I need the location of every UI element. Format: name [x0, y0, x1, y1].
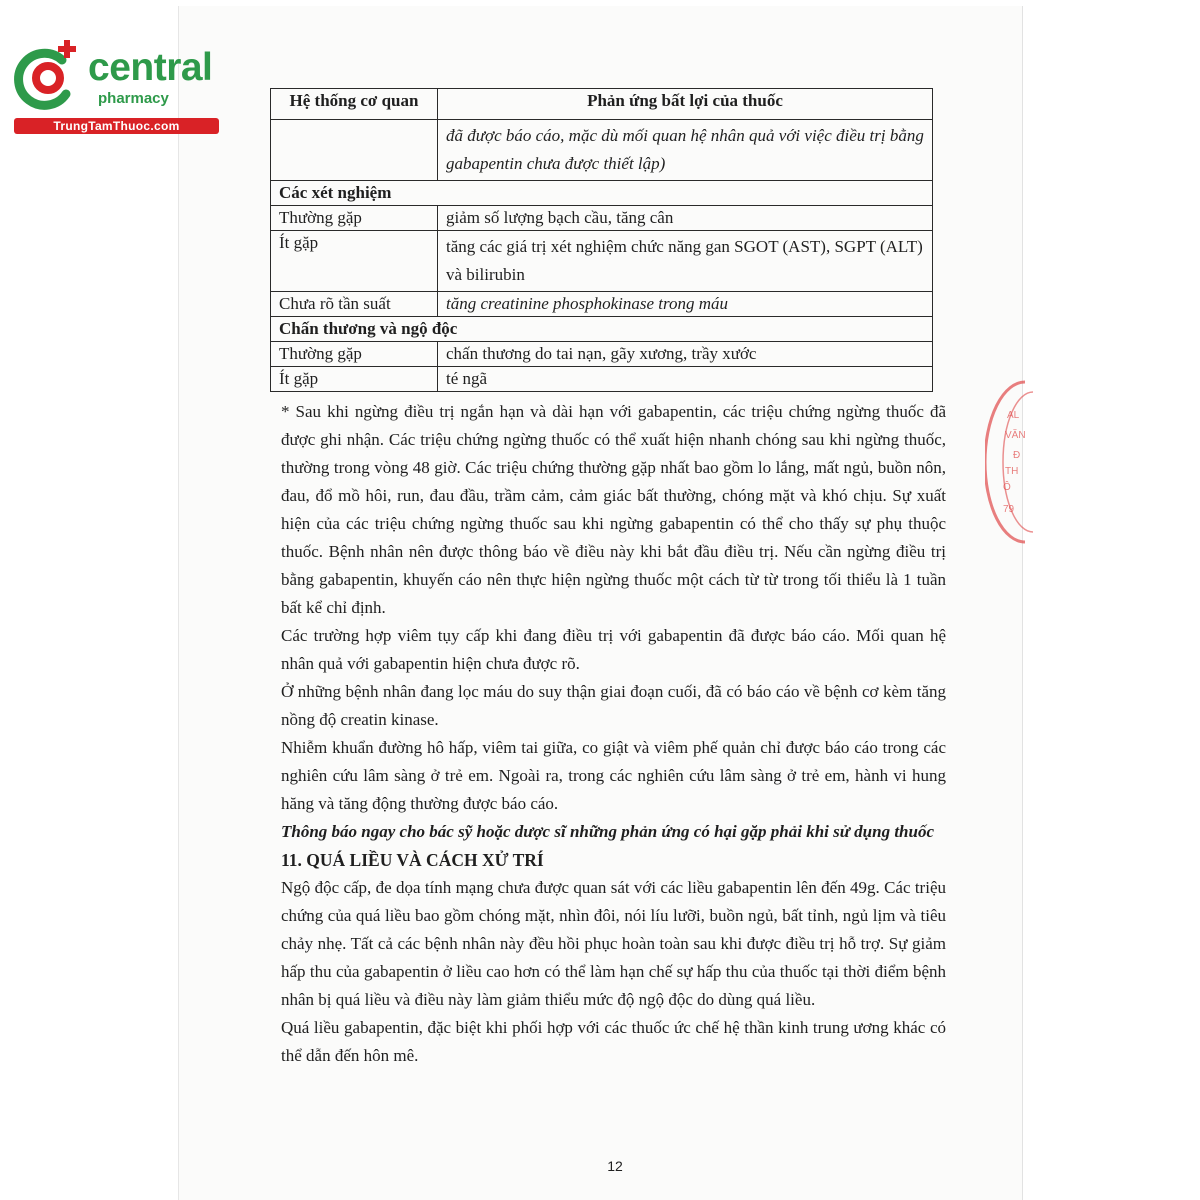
- paragraph-dialysis: Ở những bệnh nhân đang lọc máu do suy thận giai đoạn cuối, đã có báo cáo về bệnh cơ kèm tăng nồng độ creatin kinase.: [281, 682, 946, 729]
- page-number: 12: [607, 1158, 623, 1174]
- svg-text:Ô: Ô: [1003, 482, 1011, 493]
- paragraph-pancreatitis: Các trường hợp viêm tụy cấp khi đang điều trị với gabapentin đã được báo cáo. Mối quan hệ nhân quả với gabapentin hiện chưa được rõ.: [281, 626, 946, 673]
- paragraph-coma: Quá liều gabapentin, đặc biệt khi phối hợp với các thuốc ức chế hệ thần kinh trung ương khác có thể dẫn đến hôn mê.: [281, 1018, 946, 1065]
- table-row: [271, 206, 933, 231]
- table-cell: [271, 120, 438, 181]
- table-cell: tăng các giá trị xét nghiệm chức năng gan SGOT (AST), SGPT (ALT) và bilirubin: [438, 231, 933, 292]
- table-cell: té ngã: [438, 367, 933, 392]
- section-title: Các xét nghiệm: [271, 181, 933, 206]
- table-row: [271, 367, 933, 392]
- section-heading-overdose: 11. QUÁ LIỀU VÀ CÁCH XỬ TRÍ: [281, 850, 544, 870]
- table-cell: Thường gặp: [271, 206, 438, 231]
- table-cell: Thường gặp: [271, 342, 438, 367]
- document-body: [281, 398, 946, 1070]
- section-title: Chấn thương và ngộ độc: [271, 317, 933, 342]
- table-header-row: [271, 89, 933, 120]
- notice-report-reactions: Thông báo ngay cho bác sỹ hoặc dược sĩ những phản ứng có hại gặp phải khi sử dụng thuốc: [281, 822, 935, 841]
- paragraph-withdrawal: * Sau khi ngừng điều trị ngắn hạn và dài hạn với gabapentin, các triệu chứng ngừng thuốc đã được ghi nhận. Các triệu chứng ngừng thuốc có thể xuất hiện nhanh chóng sau khi ngừng thuốc, thường trong vòng 48 giờ. Các triệu chứng thường gặp nhất bao gồm lo lắng, mất ngủ, buồn nôn, đau, đổ mồ hôi, run, đau đầu, trầm cảm, cảm giác bất thường, chóng mặt và khó chịu. Sự xuất hiện của các triệu chứng ngừng thuốc sau khi ngừng gabapentin có thể cho thấy sự phụ thuộc thuốc. Bệnh nhân nên được thông báo về điều này khi bắt đầu điều trị. Nếu cần ngừng điều trị bằng gabapentin, khuyến cáo nên thực hiện ngừng thuốc một cách từ từ trong tối thiểu là 1 tuần bất kể chỉ định.: [281, 402, 946, 617]
- table-cell: Ít gặp: [271, 231, 438, 292]
- paragraph-acute-toxicity: Ngộ độc cấp, đe dọa tính mạng chưa được quan sát với các liều gabapentin lên đến 49g. Các triệu chứng của quá liều bao gồm chóng mặt, nhìn đôi, nói líu lưỡi, buồn ngủ, bất tỉnh, ngủ lịm và tiêu chảy nhẹ. Tất cả các bệnh nhân này đều hồi phục hoàn toàn sau khi được điều trị hỗ trợ. Sự giảm hấp thu của gabapentin ở liều cao hơn có thể làm hạn chế sự hấp thu của thuốc tại thời điểm bệnh nhân bị quá liều và điều này làm giảm thiểu mức độ ngộ độc do dùng quá liều.: [281, 878, 946, 1009]
- svg-text:Đ: Đ: [1013, 450, 1021, 461]
- pharmacy-cross-icon: [10, 38, 90, 118]
- red-stamp-seal: [985, 378, 1045, 548]
- header-adverse-reaction: Phản ứng bất lợi của thuốc: [438, 89, 933, 120]
- table-section-row: [271, 317, 933, 342]
- table-row: [271, 231, 933, 292]
- svg-text:79: 79: [1003, 504, 1015, 515]
- table-row: [271, 292, 933, 317]
- table-cell: đã được báo cáo, mặc dù mối quan hệ nhân quả với việc điều trị bằng gabapentin chưa được thiết lập): [438, 120, 933, 181]
- table-cell: Chưa rõ tần suất: [271, 292, 438, 317]
- logo-url-banner: TrungTamThuoc.com: [14, 118, 219, 134]
- table-cell: Ít gặp: [271, 367, 438, 392]
- table-cell: tăng creatinine phosphokinase trong máu: [438, 292, 933, 317]
- adverse-reactions-table: [270, 88, 933, 392]
- svg-text:VĂN: VĂN: [1005, 430, 1026, 441]
- svg-text:AL: AL: [1007, 410, 1020, 421]
- table-row: [271, 342, 933, 367]
- logo-subtitle: pharmacy: [98, 90, 169, 107]
- svg-text:TH: TH: [1005, 466, 1019, 477]
- table-cell: chấn thương do tai nạn, gãy xương, trầy xước: [438, 342, 933, 367]
- header-organ-system: Hệ thống cơ quan: [271, 89, 438, 120]
- seal-icon: [985, 378, 1045, 548]
- central-pharmacy-logo: [10, 38, 215, 138]
- table-cell: giảm số lượng bạch cầu, tăng cân: [438, 206, 933, 231]
- logo-wordmark: central: [88, 46, 213, 89]
- paragraph-pediatric: Nhiễm khuẩn đường hô hấp, viêm tai giữa, co giật và viêm phế quản chỉ được báo cáo trong các nghiên cứu lâm sàng ở trẻ em. Ngoài ra, trong các nghiên cứu lâm sàng ở trẻ em, hành vi hung hăng và tăng động thường được báo cáo.: [281, 738, 946, 813]
- table-section-row: [271, 181, 933, 206]
- table-row: [271, 120, 933, 181]
